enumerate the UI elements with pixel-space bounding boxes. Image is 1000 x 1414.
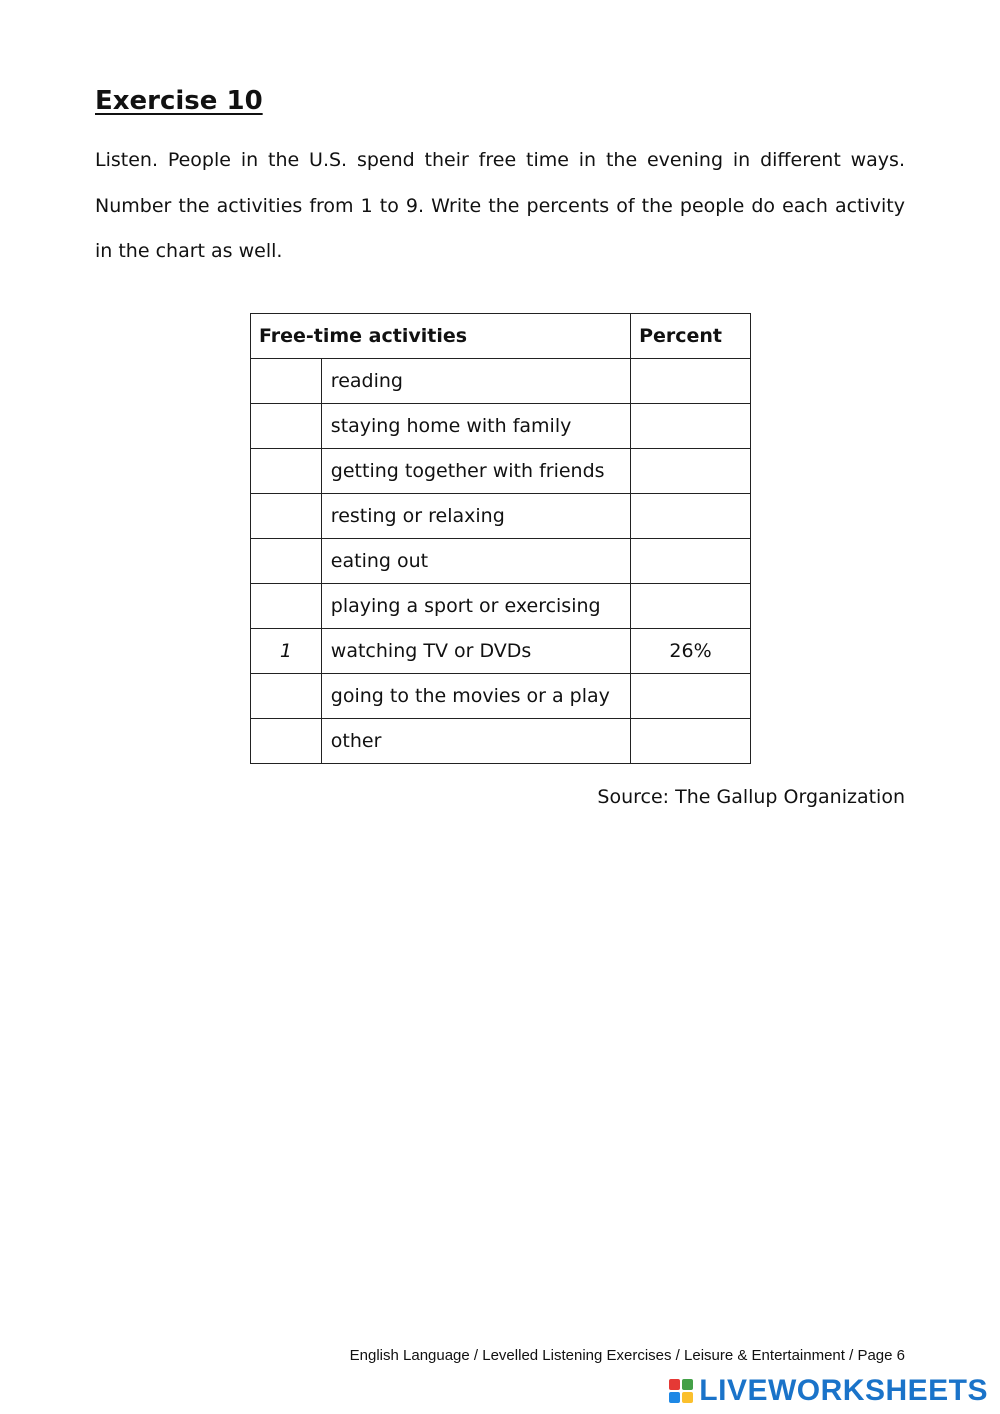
header-percent: Percent [631, 314, 751, 359]
percent-answer-cell[interactable] [631, 359, 751, 404]
percent-answer-cell[interactable] [631, 719, 751, 764]
activity-label: staying home with family [321, 404, 630, 449]
source-note: Source: The Gallup Organization [597, 786, 905, 808]
activity-label: resting or relaxing [321, 494, 630, 539]
table-row [251, 719, 751, 764]
percent-answer-cell[interactable] [631, 404, 751, 449]
number-answer-cell[interactable]: 1 [251, 629, 322, 674]
table-body [251, 359, 751, 764]
percent-answer-cell[interactable]: 26% [631, 629, 751, 674]
number-answer-cell[interactable] [251, 674, 322, 719]
activity-label: other [321, 719, 630, 764]
number-answer-cell[interactable] [251, 494, 322, 539]
liveworksheets-brand [669, 1374, 988, 1408]
percent-answer-cell[interactable] [631, 494, 751, 539]
activities-table [250, 313, 751, 764]
table-row [251, 404, 751, 449]
percent-answer-cell[interactable] [631, 449, 751, 494]
instructions-paragraph: Listen. People in the U.S. spend their free time in the evening in different ways. Number the activities from 1 to 9. Write the percents of the people do each activity in the chart as well. [95, 149, 905, 262]
table-row [251, 584, 751, 629]
activity-label: watching TV or DVDs [321, 629, 630, 674]
activity-label: eating out [321, 539, 630, 584]
activity-label: reading [321, 359, 630, 404]
table-row [251, 539, 751, 584]
activity-label: playing a sport or exercising [321, 584, 630, 629]
percent-answer-cell[interactable] [631, 539, 751, 584]
header-activities: Free-time activities [251, 314, 631, 359]
table-row [251, 359, 751, 404]
number-answer-cell[interactable] [251, 584, 322, 629]
number-answer-cell[interactable] [251, 719, 322, 764]
table-row [251, 674, 751, 719]
percent-answer-cell[interactable] [631, 584, 751, 629]
table-header-row [251, 314, 751, 359]
table-row [251, 449, 751, 494]
number-answer-cell[interactable] [251, 359, 322, 404]
brand-name: LIVEWORKSHEETS [699, 1374, 988, 1407]
activity-label: going to the movies or a play [321, 674, 630, 719]
table-row [251, 629, 751, 674]
number-answer-cell[interactable] [251, 404, 322, 449]
liveworksheets-logo-icon [669, 1379, 693, 1403]
page-footer: English Language / Levelled Listening Exercises / Leisure & Entertainment / Page 6 [349, 1347, 905, 1364]
exercise-title: Exercise 10 [95, 86, 263, 116]
number-answer-cell[interactable] [251, 449, 322, 494]
percent-answer-cell[interactable] [631, 674, 751, 719]
activity-label: getting together with friends [321, 449, 630, 494]
number-answer-cell[interactable] [251, 539, 322, 584]
table-row [251, 494, 751, 539]
